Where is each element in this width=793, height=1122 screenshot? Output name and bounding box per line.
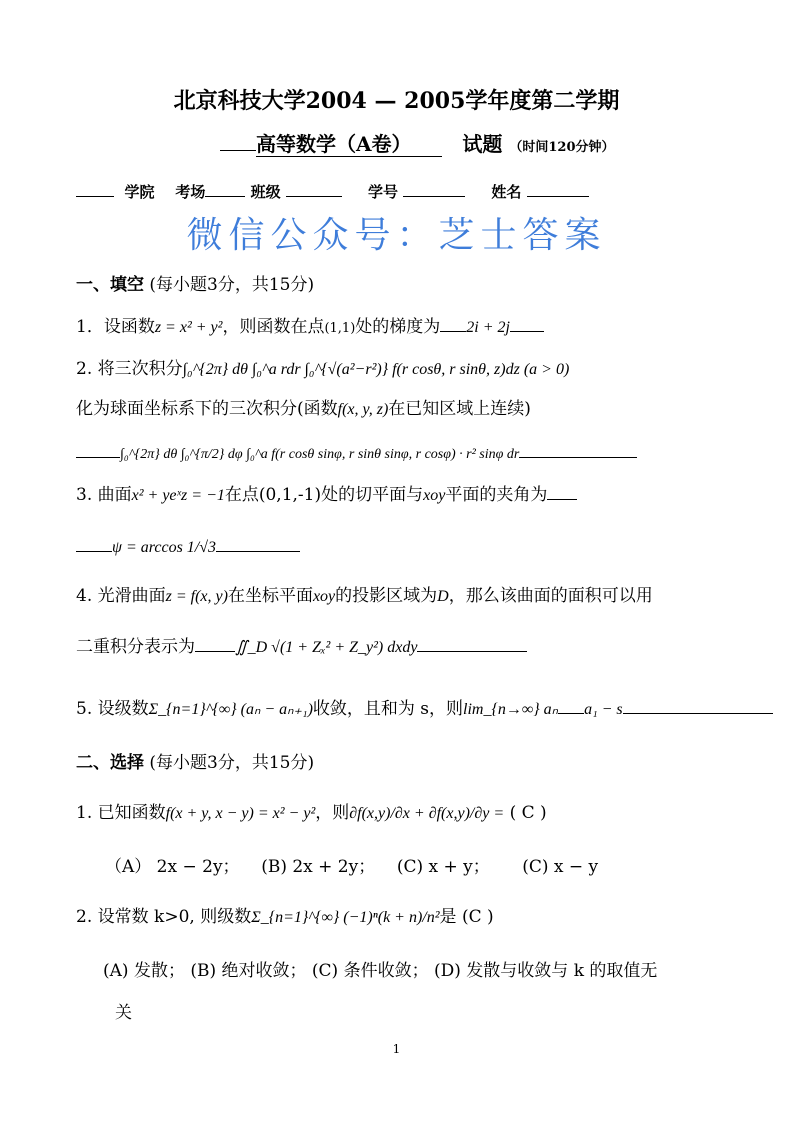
s2-q1-options: （A） 2x − 2y； (B) 2x + 2y； (C) x + y； (C) x − y: [105, 857, 599, 877]
s2-q1: 1. 已知函数f(x + y, x − y) = x² − y²，则∂f(x,y)/∂x + ∂f(x,y)/∂y = ( C ): [76, 803, 547, 823]
watermark: 微信公众号：芝士答案: [186, 215, 607, 256]
s2-q2-options-wrap: 关: [115, 1003, 132, 1023]
s1-q4: 4. 光滑曲面z = f(x, y)在坐标平面xoy的投影区域为D，那么该曲面的面积可以用: [76, 586, 653, 606]
student-info-fields: [76, 181, 589, 202]
s1-q2-answer: [76, 442, 637, 466]
section1-heading: 一、填空 (每小题3分，共15分): [76, 275, 315, 295]
s1-q4-line2: 二重积分表示为 ∬_D √(1 + Zₓ² + Z_y²) dxdy: [76, 636, 527, 659]
answer: a₁ − s: [584, 701, 623, 718]
s1-q3-answer: [76, 536, 300, 559]
s1-q3: 3. 曲面x² + yeˣz = −1在点(0,1,-1)处的切平面与xoy平面的夹角为: [76, 484, 577, 507]
answer: ∫₀^{2π} dθ ∫₀^{π/2} dφ ∫₀^a f(r cosθ sinφ, r sinθ sinφ, r cosφ) · r² sinφ dr: [120, 447, 520, 462]
field-class: 班级: [250, 183, 281, 201]
s1-q2-line2: 化为球面坐标系下的三次积分(函数f(x, y, z)在已知区域上连续): [76, 399, 531, 419]
answer: (C ): [461, 907, 494, 927]
exam-title: 北京科技大学2004 — 2005学年度第二学期: [173, 88, 620, 114]
s1-q5: 5. 设级数Σ_{n=1}^{∞} (aₙ − aₙ₊₁)收敛，且和为 s，则lim_{n→∞} aₙ a₁ − s: [76, 698, 773, 721]
answer: ∬_D √(1 + Zₓ² + Z_y²) dxdy: [235, 639, 418, 656]
field-room: 考场: [175, 183, 206, 201]
s2-q2: 2. 设常数 k>0, 则级数Σ_{n=1}^{∞} (−1)ⁿ(k + n)/n²是 (C ): [76, 907, 494, 927]
exam-time: （时间120分钟）: [509, 140, 615, 155]
exam-subtitle: [220, 128, 615, 157]
section2-heading: 二、选择 (每小题3分，共15分): [76, 753, 315, 773]
course-name: 高等数学（A卷）: [256, 132, 442, 157]
s1-q1: 1．设函数z = x² + y²，则函数在点(1,1)处的梯度为 2i + 2j: [76, 316, 544, 340]
answer: 2i + 2j: [466, 319, 510, 336]
s1-q2: 2. 将三次积分∫₀^{2π} dθ ∫₀^a rdr ∫₀^{√(a²−r²)} f(r cosθ, r sinθ, z)dz (a > 0): [76, 359, 570, 379]
answer: ( C ): [509, 803, 547, 823]
answer: ψ = arccos 1/√3: [112, 539, 217, 556]
field-college: 学院: [124, 183, 155, 201]
s2-q2-options: (A) 发散； (B) 绝对收敛； (C) 条件收敛； (D) 发散与收敛与 k 的取值无: [103, 961, 658, 981]
field-name: 姓名: [491, 183, 522, 201]
field-student-id: 学号: [367, 183, 398, 201]
exam-label: 试题: [462, 132, 503, 156]
page-number: 1: [392, 1042, 401, 1056]
